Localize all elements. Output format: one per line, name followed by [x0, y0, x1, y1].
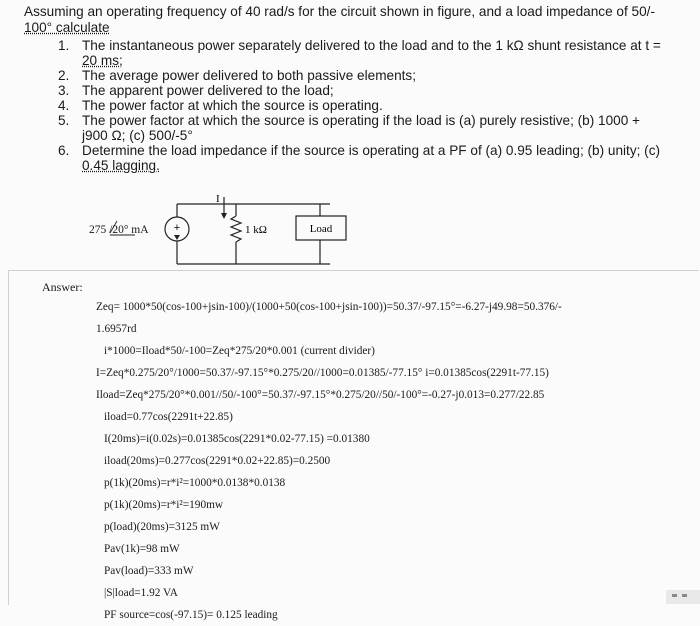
- answer-label: Answer:: [42, 280, 83, 294]
- solution-line: PF source=cos(-97.15)= 0.125 leading: [104, 609, 278, 621]
- question-item: 2. The average power delivered to both passive elements;: [58, 68, 416, 83]
- solution-line: I=Zeq*0.275/20°/1000=50.37/-97.15°*0.275/20//1000=0.01385/-77.15° i=0.01385cos(2291t-77.15): [96, 367, 549, 379]
- solution-line: iload=0.77cos(2291t+22.85): [104, 411, 233, 423]
- solution-line: Iload=Zeq*275/20°*0.001//50/-100°=50.37/-97.15°*0.275/20//50/-100°=-0.27-j0.013=0.277/22.85: [96, 389, 545, 401]
- intro-line-2: 100° calculate: [24, 19, 110, 35]
- solution-line: p(load)(20ms)=3125 mW: [104, 521, 220, 533]
- resistor-symbol: [231, 216, 241, 242]
- question-list: [58, 38, 688, 173]
- solution-line: p(1k)(20ms)=r*i²=190mw: [104, 499, 224, 511]
- solution-line: iload(20ms)=0.277cos(2291*0.02+22.85)=0.2500: [104, 455, 331, 467]
- solution-line: 1.6957rd: [96, 323, 137, 335]
- source-polarity: +: [173, 222, 181, 234]
- intro-line-1: Assuming an operating frequency of 40 rad/s for the circuit shown in figure, and a load impedance of 50/-: [24, 4, 655, 19]
- circuit-diagram: [85, 192, 355, 270]
- solution-line: Pav(1k)=98 mW: [104, 543, 180, 555]
- question-intro: [24, 4, 696, 35]
- question-item: 5. The power factor at which the source is operating if the load is (a) purely resistive; (b) 1000 + j900 Ω; (c) 500/-5°: [58, 113, 640, 143]
- current-label: I: [216, 193, 220, 205]
- solution-line: p(1k)(20ms)=r*i²=1000*0.0138*0.0138: [104, 477, 286, 489]
- solution-line: i*1000=Iload*50/-100=Zeq*275/20*0.001 (current divider): [104, 345, 375, 357]
- question-item: 1. The instantaneous power separately delivered to the load and to the 1 kΩ shunt resistance at t = 20 ms;: [58, 38, 661, 68]
- question-item: 4. The power factor at which the source is operating.: [58, 98, 383, 113]
- resistor-label: 1 kΩ: [245, 224, 267, 236]
- corner-decoration: [660, 586, 700, 604]
- load-label: Load: [309, 223, 333, 235]
- solution-line: Pav(load)=333 mW: [104, 565, 194, 577]
- question-item: 3. The apparent power delivered to the load;: [58, 83, 334, 98]
- solution-line: |S|load=1.92 VA: [104, 587, 178, 599]
- question-item: 6. Determine the load impedance if the source is operating at a PF of (a) 0.95 leading; (b) unity; (c) 0.45 lagging.: [58, 143, 661, 173]
- solution-line: I(20ms)=i(0.02s)=0.01385cos(2291*0.02-77.15) =0.01380: [104, 433, 370, 445]
- solution-line: Zeq= 1000*50(cos-100+jsin-100)/(1000+50(cos-100+jsin-100))=50.37/-97.15°=-6.27-j49.98=50.376/-: [96, 301, 562, 313]
- source-label: 275 /20° mA: [89, 224, 149, 236]
- answer-solution: [96, 296, 696, 626]
